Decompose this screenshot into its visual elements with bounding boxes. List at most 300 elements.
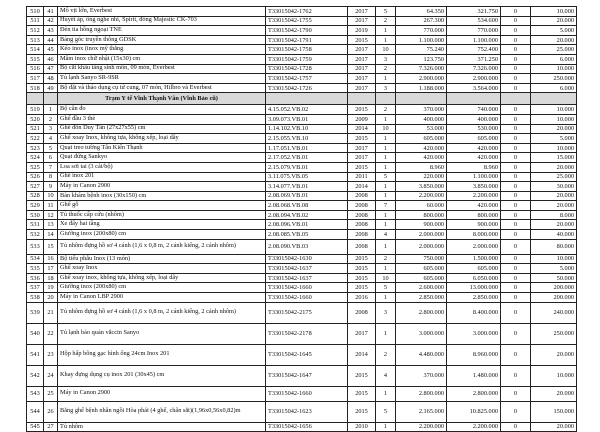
unit-price-cell: 750.000 bbox=[396, 254, 447, 264]
total-value-cell: 8.960 bbox=[447, 162, 501, 172]
unit-price-cell: 2.000.000 bbox=[396, 230, 447, 240]
depreciation-cell: 0 bbox=[501, 422, 531, 432]
asset-name-cell: Ghế đầu 3 thẻ bbox=[58, 114, 266, 124]
unit-price-cell: 800.000 bbox=[396, 210, 447, 220]
remaining-value-cell: 15.000 bbox=[531, 153, 577, 163]
stt-cell: 538 bbox=[27, 293, 44, 303]
table-row bbox=[27, 54, 577, 64]
remaining-value-cell: 80.000 bbox=[531, 239, 577, 254]
depreciation-cell: 0 bbox=[501, 386, 531, 401]
stt-cell: 535 bbox=[27, 264, 44, 274]
section-cell-empty bbox=[44, 93, 58, 105]
unit-price-cell: 2.900.000 bbox=[396, 74, 447, 84]
depreciation-cell: 0 bbox=[501, 7, 531, 17]
asset-name-cell: Hộp hấp bông gạc hình ống 24cm Inox 201 bbox=[58, 344, 266, 365]
depreciation-cell: 0 bbox=[501, 264, 531, 274]
table-row bbox=[27, 386, 577, 401]
quantity-cell: 5 bbox=[376, 283, 396, 293]
remaining-value-cell: 10.000 bbox=[531, 64, 577, 74]
year-cell: 2015 bbox=[348, 401, 376, 422]
total-value-cell: 740.000 bbox=[447, 105, 501, 115]
total-value-cell: 534.600 bbox=[447, 16, 501, 26]
asset-name-cell: Ghế đôn Duy Tân (27x27x55) cm bbox=[58, 124, 266, 134]
quantity-cell: 4 bbox=[376, 365, 396, 386]
total-value-cell: 3.850.000 bbox=[447, 182, 501, 192]
sub-stt-cell: 2 bbox=[44, 114, 58, 124]
asset-name-cell: Mâm inox chữ nhật (15x30) cm bbox=[58, 54, 266, 64]
total-value-cell: 420.000 bbox=[447, 201, 501, 211]
year-cell: 2008 bbox=[348, 201, 376, 211]
unit-price-cell: 605.000 bbox=[396, 273, 447, 283]
asset-name-cell: Tủ nhôm bbox=[58, 422, 266, 432]
stt-cell: 533 bbox=[27, 239, 44, 254]
quantity-cell: 1 bbox=[376, 220, 396, 230]
unit-price-cell: 53.000 bbox=[396, 124, 447, 134]
year-cell: 2015 bbox=[348, 105, 376, 115]
remaining-value-cell: 10.000 bbox=[531, 254, 577, 264]
asset-code-cell: T33015042-1637 bbox=[266, 273, 348, 283]
sub-stt-cell: 1 bbox=[44, 105, 58, 115]
year-cell: 2017 bbox=[348, 143, 376, 153]
asset-code-cell: 2.15.079.VB.01 bbox=[266, 162, 348, 172]
unit-price-cell: 605.000 bbox=[396, 264, 447, 274]
quantity-cell: 1 bbox=[376, 74, 396, 84]
quantity-cell: 1 bbox=[376, 191, 396, 201]
total-value-cell: 8.960.000 bbox=[447, 344, 501, 365]
table-row bbox=[27, 45, 577, 55]
asset-code-cell: T33015042-1660 bbox=[266, 283, 348, 293]
total-value-cell: 3.564.000 bbox=[447, 83, 501, 93]
sub-stt-cell: 6 bbox=[44, 153, 58, 163]
asset-code-cell: 2.08.096.VB.01 bbox=[266, 220, 348, 230]
quantity-cell: 3 bbox=[376, 83, 396, 93]
remaining-value-cell: 8.000 bbox=[531, 210, 577, 220]
total-value-cell: 420.000 bbox=[447, 143, 501, 153]
sub-stt-cell: 48 bbox=[44, 74, 58, 84]
remaining-value-cell: 40.000 bbox=[531, 230, 577, 240]
depreciation-cell: 0 bbox=[501, 344, 531, 365]
section-cell-empty bbox=[396, 93, 447, 105]
table-row bbox=[27, 201, 577, 211]
table-row bbox=[27, 365, 577, 386]
remaining-value-cell: 20.000 bbox=[531, 16, 577, 26]
sub-stt-cell: 4 bbox=[44, 134, 58, 144]
remaining-value-cell: 200.000 bbox=[531, 293, 577, 303]
total-value-cell: 420.000 bbox=[447, 153, 501, 163]
total-value-cell: 770.000 bbox=[447, 26, 501, 36]
asset-code-cell: 2.08.069.VB.01 bbox=[266, 191, 348, 201]
stt-cell: 522 bbox=[27, 134, 44, 144]
asset-name-cell: Giường inox (200x80) cm bbox=[58, 283, 266, 293]
table-row bbox=[27, 172, 577, 182]
sub-stt-cell: 13 bbox=[44, 220, 58, 230]
unit-price-cell: 267.300 bbox=[396, 16, 447, 26]
table-row bbox=[27, 273, 577, 283]
asset-name-cell: Đèn tia hồng ngoại TNE bbox=[58, 26, 266, 36]
quantity-cell: 10 bbox=[376, 273, 396, 283]
stt-cell: 523 bbox=[27, 143, 44, 153]
table-row bbox=[27, 239, 577, 254]
stt-cell: 517 bbox=[27, 74, 44, 84]
table-row bbox=[27, 293, 577, 303]
asset-name-cell: Bộ cắt khâu tầng sinh môn, 09 món, Everbest bbox=[58, 64, 266, 74]
table-row bbox=[27, 124, 577, 134]
section-title: Trạm Y tế Vĩnh Thạnh Vân (Vĩnh Bảo cũ) bbox=[58, 93, 266, 105]
table-row bbox=[27, 143, 577, 153]
unit-price-cell: 8.960 bbox=[396, 162, 447, 172]
quantity-cell: 1 bbox=[376, 422, 396, 432]
asset-code-cell: 2.17.052.VB.01 bbox=[266, 153, 348, 163]
depreciation-cell: 0 bbox=[501, 105, 531, 115]
quantity-cell: 2 bbox=[376, 64, 396, 74]
remaining-value-cell: 250.000 bbox=[531, 323, 577, 344]
sub-stt-cell: 3 bbox=[44, 124, 58, 134]
sub-stt-cell: 26 bbox=[44, 401, 58, 422]
remaining-value-cell: 150.000 bbox=[531, 401, 577, 422]
asset-name-cell: Tủ lạnh bảo quản vắccin Sanyo bbox=[58, 323, 266, 344]
table-row bbox=[27, 114, 577, 124]
asset-name-cell: Mô vịt lớn, Everbest bbox=[58, 7, 266, 17]
quantity-cell: 1 bbox=[376, 239, 396, 254]
unit-price-cell: 123.750 bbox=[396, 54, 447, 64]
quantity-cell: 1 bbox=[376, 114, 396, 124]
quantity-cell: 3 bbox=[376, 54, 396, 64]
depreciation-cell: 0 bbox=[501, 114, 531, 124]
unit-price-cell: 2.200.000 bbox=[396, 422, 447, 432]
year-cell: 2017 bbox=[348, 83, 376, 93]
unit-price-cell: 220.000 bbox=[396, 172, 447, 182]
stt-cell: 544 bbox=[27, 401, 44, 422]
table-row bbox=[27, 74, 577, 84]
table-row bbox=[27, 401, 577, 422]
remaining-value-cell: 20.000 bbox=[531, 201, 577, 211]
remaining-value-cell: 20.000 bbox=[531, 386, 577, 401]
remaining-value-cell: 20.000 bbox=[531, 162, 577, 172]
asset-code-cell: 2.08.090.VB.03 bbox=[266, 239, 348, 254]
total-value-cell: 10.825.000 bbox=[447, 401, 501, 422]
total-value-cell: 605.000 bbox=[447, 134, 501, 144]
quantity-cell: 2 bbox=[376, 105, 396, 115]
year-cell: 2008 bbox=[348, 210, 376, 220]
depreciation-cell: 0 bbox=[501, 35, 531, 45]
table-row bbox=[27, 344, 577, 365]
year-cell: 2010 bbox=[348, 422, 376, 432]
total-value-cell: 8.000.000 bbox=[447, 230, 501, 240]
quantity-cell: 1 bbox=[376, 386, 396, 401]
asset-code-cell: T33015042-1755 bbox=[266, 16, 348, 26]
quantity-cell: 1 bbox=[376, 210, 396, 220]
depreciation-cell: 0 bbox=[501, 254, 531, 264]
year-cell: 2009 bbox=[348, 114, 376, 124]
depreciation-cell: 0 bbox=[501, 283, 531, 293]
stt-cell: 512 bbox=[27, 26, 44, 36]
table-row bbox=[27, 162, 577, 172]
section-cell-empty bbox=[447, 93, 501, 105]
unit-price-cell: 2.200.000 bbox=[396, 191, 447, 201]
year-cell: 2008 bbox=[348, 220, 376, 230]
asset-name-cell: Quạt treo tường Tân Kiến Thạnh bbox=[58, 143, 266, 153]
asset-name-cell: Bộ cân đo bbox=[58, 105, 266, 115]
sub-stt-cell: 19 bbox=[44, 283, 58, 293]
depreciation-cell: 0 bbox=[501, 293, 531, 303]
quantity-cell: 2 bbox=[376, 344, 396, 365]
unit-price-cell: 370.000 bbox=[396, 105, 447, 115]
sub-stt-cell: 22 bbox=[44, 323, 58, 344]
sub-stt-cell: 7 bbox=[44, 162, 58, 172]
table-row bbox=[27, 182, 577, 192]
asset-code-cell: 1.17.051.VB.01 bbox=[266, 143, 348, 153]
asset-name-cell: Quạt đứng Sankyo bbox=[58, 153, 266, 163]
year-cell: 2019 bbox=[348, 26, 376, 36]
table-row bbox=[27, 210, 577, 220]
remaining-value-cell: 250.000 bbox=[531, 74, 577, 84]
total-value-cell: 2.900.000 bbox=[447, 74, 501, 84]
sub-stt-cell: 10 bbox=[44, 191, 58, 201]
unit-price-cell: 770.000 bbox=[396, 26, 447, 36]
stt-cell: 514 bbox=[27, 45, 44, 55]
table-row bbox=[27, 7, 577, 17]
remaining-value-cell: 10.000 bbox=[531, 365, 577, 386]
total-value-cell: 321.750 bbox=[447, 7, 501, 17]
asset-inventory-sheet bbox=[26, 6, 576, 432]
year-cell: 2008 bbox=[348, 191, 376, 201]
stt-cell: 519 bbox=[27, 105, 44, 115]
depreciation-cell: 0 bbox=[501, 26, 531, 36]
asset-name-cell: Khay đựng dụng cụ inox 201 (30x45) cm bbox=[58, 365, 266, 386]
table-row bbox=[27, 302, 577, 323]
year-cell: 2015 bbox=[348, 283, 376, 293]
asset-code-cell: T33015042-1757 bbox=[266, 74, 348, 84]
asset-code-cell: T33015042-1647 bbox=[266, 365, 348, 386]
stt-cell: 515 bbox=[27, 54, 44, 64]
remaining-value-cell: 20.000 bbox=[531, 35, 577, 45]
remaining-value-cell: 6.000 bbox=[531, 83, 577, 93]
asset-name-cell: Bộ đặt và tháo dụng cụ tử cung, 07 món, Hilbro và Everbest bbox=[58, 83, 266, 93]
sub-stt-cell: 46 bbox=[44, 54, 58, 64]
sub-stt-cell: 18 bbox=[44, 273, 58, 283]
total-value-cell: 3.000.000 bbox=[447, 323, 501, 344]
depreciation-cell: 0 bbox=[501, 172, 531, 182]
table-row bbox=[27, 323, 577, 344]
section-cell-empty bbox=[531, 93, 577, 105]
sub-stt-cell: 25 bbox=[44, 386, 58, 401]
quantity-cell: 1 bbox=[376, 162, 396, 172]
asset-name-cell: Kéo inox (inox mỹ thẳng bbox=[58, 45, 266, 55]
unit-price-cell: 1.100.000 bbox=[396, 35, 447, 45]
stt-cell: 516 bbox=[27, 64, 44, 74]
depreciation-cell: 0 bbox=[501, 201, 531, 211]
depreciation-cell: 0 bbox=[501, 162, 531, 172]
asset-code-cell: 2.08.068.VB.08 bbox=[266, 201, 348, 211]
table-row bbox=[27, 283, 577, 293]
section-cell-empty bbox=[266, 93, 348, 105]
asset-code-cell: 1.14.102.VB.10 bbox=[266, 124, 348, 134]
stt-cell: 530 bbox=[27, 210, 44, 220]
depreciation-cell: 0 bbox=[501, 83, 531, 93]
asset-code-cell: T33015042-1791 bbox=[266, 35, 348, 45]
depreciation-cell: 0 bbox=[501, 191, 531, 201]
year-cell: 2015 bbox=[348, 264, 376, 274]
unit-price-cell: 420.000 bbox=[396, 143, 447, 153]
stt-cell: 526 bbox=[27, 172, 44, 182]
stt-cell: 520 bbox=[27, 114, 44, 124]
asset-name-cell: Huyết áp, ống nghe nhi, Spirit, đồng Majestic CK-703 bbox=[58, 16, 266, 26]
sub-stt-cell: 42 bbox=[44, 16, 58, 26]
sub-stt-cell: 8 bbox=[44, 172, 58, 182]
unit-price-cell: 2.800.000 bbox=[396, 386, 447, 401]
unit-price-cell: 2.850.000 bbox=[396, 293, 447, 303]
asset-name-cell: Máy in Canon 2900 bbox=[58, 386, 266, 401]
sub-stt-cell: 43 bbox=[44, 26, 58, 36]
unit-price-cell: 2.600.000 bbox=[396, 283, 447, 293]
year-cell: 2008 bbox=[348, 239, 376, 254]
stt-cell: 532 bbox=[27, 230, 44, 240]
total-value-cell: 8.400.000 bbox=[447, 302, 501, 323]
table-row bbox=[27, 134, 577, 144]
table-row bbox=[27, 83, 577, 93]
stt-cell: 536 bbox=[27, 273, 44, 283]
section-cell-empty bbox=[376, 93, 396, 105]
table-row bbox=[27, 16, 577, 26]
stt-cell: 524 bbox=[27, 153, 44, 163]
stt-cell: 534 bbox=[27, 254, 44, 264]
asset-code-cell: 2.15.055.VB.10 bbox=[266, 134, 348, 144]
asset-code-cell: 2.08.085.VB.05 bbox=[266, 230, 348, 240]
unit-price-cell: 605.000 bbox=[396, 134, 447, 144]
remaining-value-cell: 20.000 bbox=[531, 124, 577, 134]
asset-name-cell: Giường inox (200x80) cm bbox=[58, 230, 266, 240]
year-cell: 2017 bbox=[348, 323, 376, 344]
quantity-cell: 3 bbox=[376, 302, 396, 323]
remaining-value-cell: 240.000 bbox=[531, 302, 577, 323]
total-value-cell: 400.000 bbox=[447, 114, 501, 124]
total-value-cell: 605.000 bbox=[447, 264, 501, 274]
asset-code-cell: T33015042-2175 bbox=[266, 302, 348, 323]
unit-price-cell: 900.000 bbox=[396, 220, 447, 230]
table-row bbox=[27, 153, 577, 163]
sub-stt-cell: 45 bbox=[44, 45, 58, 55]
table-row bbox=[27, 254, 577, 264]
asset-code-cell: 3.14.077.VB.01 bbox=[266, 182, 348, 192]
depreciation-cell: 0 bbox=[501, 365, 531, 386]
depreciation-cell: 0 bbox=[501, 239, 531, 254]
asset-code-cell: T33015042-1645 bbox=[266, 344, 348, 365]
sub-stt-cell: 15 bbox=[44, 239, 58, 254]
unit-price-cell: 3.000.000 bbox=[396, 323, 447, 344]
quantity-cell: 5 bbox=[376, 401, 396, 422]
total-value-cell: 371.250 bbox=[447, 54, 501, 64]
quantity-cell: 2 bbox=[376, 16, 396, 26]
total-value-cell: 2.000.000 bbox=[447, 239, 501, 254]
asset-name-cell: Ghế xoay inox, không tựa, không xếp, loại dây bbox=[58, 273, 266, 283]
remaining-value-cell: 25.000 bbox=[531, 172, 577, 182]
quantity-cell: 1 bbox=[376, 153, 396, 163]
quantity-cell: 5 bbox=[376, 172, 396, 182]
sub-stt-cell: 21 bbox=[44, 302, 58, 323]
remaining-value-cell: 50.000 bbox=[531, 273, 577, 283]
depreciation-cell: 0 bbox=[501, 16, 531, 26]
stt-cell: 510 bbox=[27, 7, 44, 17]
asset-code-cell: T33015042-1758 bbox=[266, 45, 348, 55]
total-value-cell: 1.480.000 bbox=[447, 365, 501, 386]
sub-stt-cell: 5 bbox=[44, 143, 58, 153]
asset-name-cell: Xe đẩy hai tầng bbox=[58, 220, 266, 230]
sub-stt-cell: 14 bbox=[44, 230, 58, 240]
sub-stt-cell: 9 bbox=[44, 182, 58, 192]
stt-cell: 513 bbox=[27, 35, 44, 45]
remaining-value-cell: 30.000 bbox=[531, 182, 577, 192]
unit-price-cell: 2.800.000 bbox=[396, 302, 447, 323]
stt-cell: 543 bbox=[27, 386, 44, 401]
depreciation-cell: 0 bbox=[501, 401, 531, 422]
stt-cell: 527 bbox=[27, 182, 44, 192]
asset-code-cell: T33015042-1623 bbox=[266, 401, 348, 422]
year-cell: 2017 bbox=[348, 54, 376, 64]
stt-cell: 531 bbox=[27, 220, 44, 230]
quantity-cell: 1 bbox=[376, 264, 396, 274]
asset-name-cell: Ghế inox 201 bbox=[58, 172, 266, 182]
year-cell: 2014 bbox=[348, 182, 376, 192]
asset-name-cell: Bảng góc truyền thông GDSK bbox=[58, 35, 266, 45]
stt-cell: 521 bbox=[27, 124, 44, 134]
stt-cell: 511 bbox=[27, 16, 44, 26]
depreciation-cell: 0 bbox=[501, 64, 531, 74]
total-value-cell: 800.000 bbox=[447, 210, 501, 220]
unit-price-cell: 7.326.000 bbox=[396, 64, 447, 74]
year-cell: 2017 bbox=[348, 74, 376, 84]
asset-code-cell: T33015042-1637 bbox=[266, 264, 348, 274]
total-value-cell: 6.050.000 bbox=[447, 273, 501, 283]
year-cell: 2017 bbox=[348, 45, 376, 55]
quantity-cell: 2 bbox=[376, 254, 396, 264]
total-value-cell: 1.100.000 bbox=[447, 35, 501, 45]
asset-name-cell: Loa sơi tai (3 cái/bộ) bbox=[58, 162, 266, 172]
section-cell-empty bbox=[27, 93, 44, 105]
sub-stt-cell: 44 bbox=[44, 35, 58, 45]
sub-stt-cell: 41 bbox=[44, 7, 58, 17]
depreciation-cell: 0 bbox=[501, 323, 531, 344]
sub-stt-cell: 11 bbox=[44, 201, 58, 211]
total-value-cell: 13.000.000 bbox=[447, 283, 501, 293]
table-row bbox=[27, 191, 577, 201]
asset-name-cell: Băng ghế bệnh nhân ngồi Hòa phát (4 ghế, chân sắt)(1,96x0,56x0,82)m bbox=[58, 401, 266, 422]
asset-name-cell: Tủ nhôm đựng hồ sơ 4 cánh (1,6 x 0,8 m, 2 cánh kiếng, 2 cánh nhôm) bbox=[58, 239, 266, 254]
stt-cell: 539 bbox=[27, 302, 44, 323]
asset-code-cell: T33015042-1630 bbox=[266, 254, 348, 264]
total-value-cell: 2.850.000 bbox=[447, 293, 501, 303]
depreciation-cell: 0 bbox=[501, 143, 531, 153]
year-cell: 2016 bbox=[348, 293, 376, 303]
sub-stt-cell: 17 bbox=[44, 264, 58, 274]
depreciation-cell: 0 bbox=[501, 182, 531, 192]
asset-name-cell: Máy in Canon 2900 bbox=[58, 182, 266, 192]
sub-stt-cell: 16 bbox=[44, 254, 58, 264]
remaining-value-cell: 5.000 bbox=[531, 26, 577, 36]
year-cell: 2008 bbox=[348, 230, 376, 240]
sub-stt-cell: 49 bbox=[44, 83, 58, 93]
asset-code-cell: T33015042-1656 bbox=[266, 422, 348, 432]
depreciation-cell: 0 bbox=[501, 74, 531, 84]
section-cell-empty bbox=[501, 93, 531, 105]
asset-name-cell: Tủ nhôm đựng hồ sơ 4 cánh (1,6 x 0,8 m, 2 cánh kiếng, 2 cánh nhôm) bbox=[58, 302, 266, 323]
total-value-cell: 1.100.000 bbox=[447, 172, 501, 182]
asset-code-cell: 3.09.073.VB.01 bbox=[266, 114, 348, 124]
remaining-value-cell: 200.000 bbox=[531, 283, 577, 293]
remaining-value-cell: 5.000 bbox=[531, 134, 577, 144]
asset-name-cell: Ghế xoay Inox bbox=[58, 264, 266, 274]
year-cell: 2015 bbox=[348, 35, 376, 45]
remaining-value-cell: 10.000 bbox=[531, 114, 577, 124]
